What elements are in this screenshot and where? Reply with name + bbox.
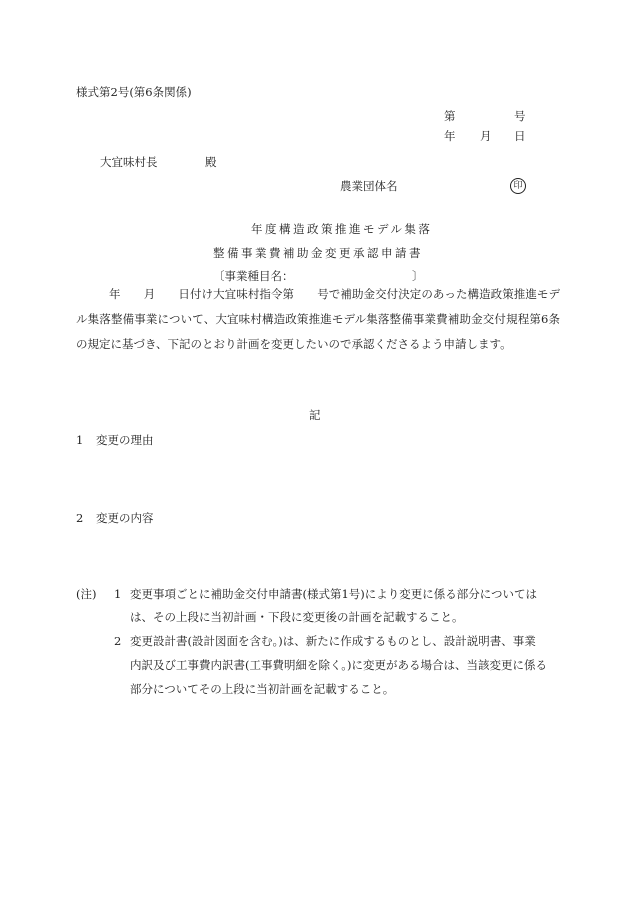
addressee-honorific: 殿 — [205, 155, 217, 169]
addressee-name: 大宜味村長 — [100, 155, 158, 169]
title-line-3-open: 〔事業種目名： — [213, 269, 294, 283]
note-text-line: 内訳及び工事費内訳書(工事費明細を除く。)に変更がある場合は、当該変更に係る — [130, 658, 547, 672]
note-text-line: は、その上段に当初計画・下段に変更後の計画を記載すること。 — [130, 610, 464, 624]
date-day: 日 — [514, 129, 526, 143]
section-label: 変更の理由 — [96, 433, 154, 447]
note-text-line: 変更事項ごとに補助金交付申請書(様式第1号)により変更に係る部分については — [130, 587, 538, 601]
date-month: 月 — [480, 129, 492, 143]
number-suffix: 号 — [514, 109, 526, 123]
seal-mark: 印 — [510, 178, 526, 194]
note-number: 2 — [114, 634, 122, 648]
number-prefix: 第 — [444, 109, 456, 123]
note-text-line: 部分についてその上段に当初計画を記載すること。 — [130, 682, 395, 696]
section-number: 2 — [76, 511, 84, 525]
body-paragraph: 年 月 日付け大宜味村指令第 号で補助金交付決定のあった構造政策推進モデル集落整備事業について、大宜味村構造政策推進モデル集落整備事業費補助金交付規程第6条の規定に基づき、下記のとおり計画を変更したいので承認くださるよう申請します。 — [76, 287, 560, 351]
title-line-1: 年度構造政策推進モデル集落 — [251, 222, 433, 236]
note-number: 1 — [114, 587, 122, 601]
applicant-label: 農業団体名 — [340, 179, 398, 193]
date-year: 年 — [444, 129, 456, 143]
form-number: 様式第2号(第6条関係) — [76, 85, 192, 99]
ki-heading: 記 — [309, 408, 321, 422]
title-line-2: 整備事業費補助金変更承認申請書 — [213, 246, 423, 260]
note-text-line: 変更設計書(設計図面を含む。)は、新たに作成するものとし、設計説明書、事業 — [130, 634, 536, 648]
section-label: 変更の内容 — [96, 511, 154, 525]
title-line-3-close: 〕 — [412, 269, 424, 283]
section-number: 1 — [76, 433, 84, 447]
notes-label: (注) — [76, 587, 97, 601]
